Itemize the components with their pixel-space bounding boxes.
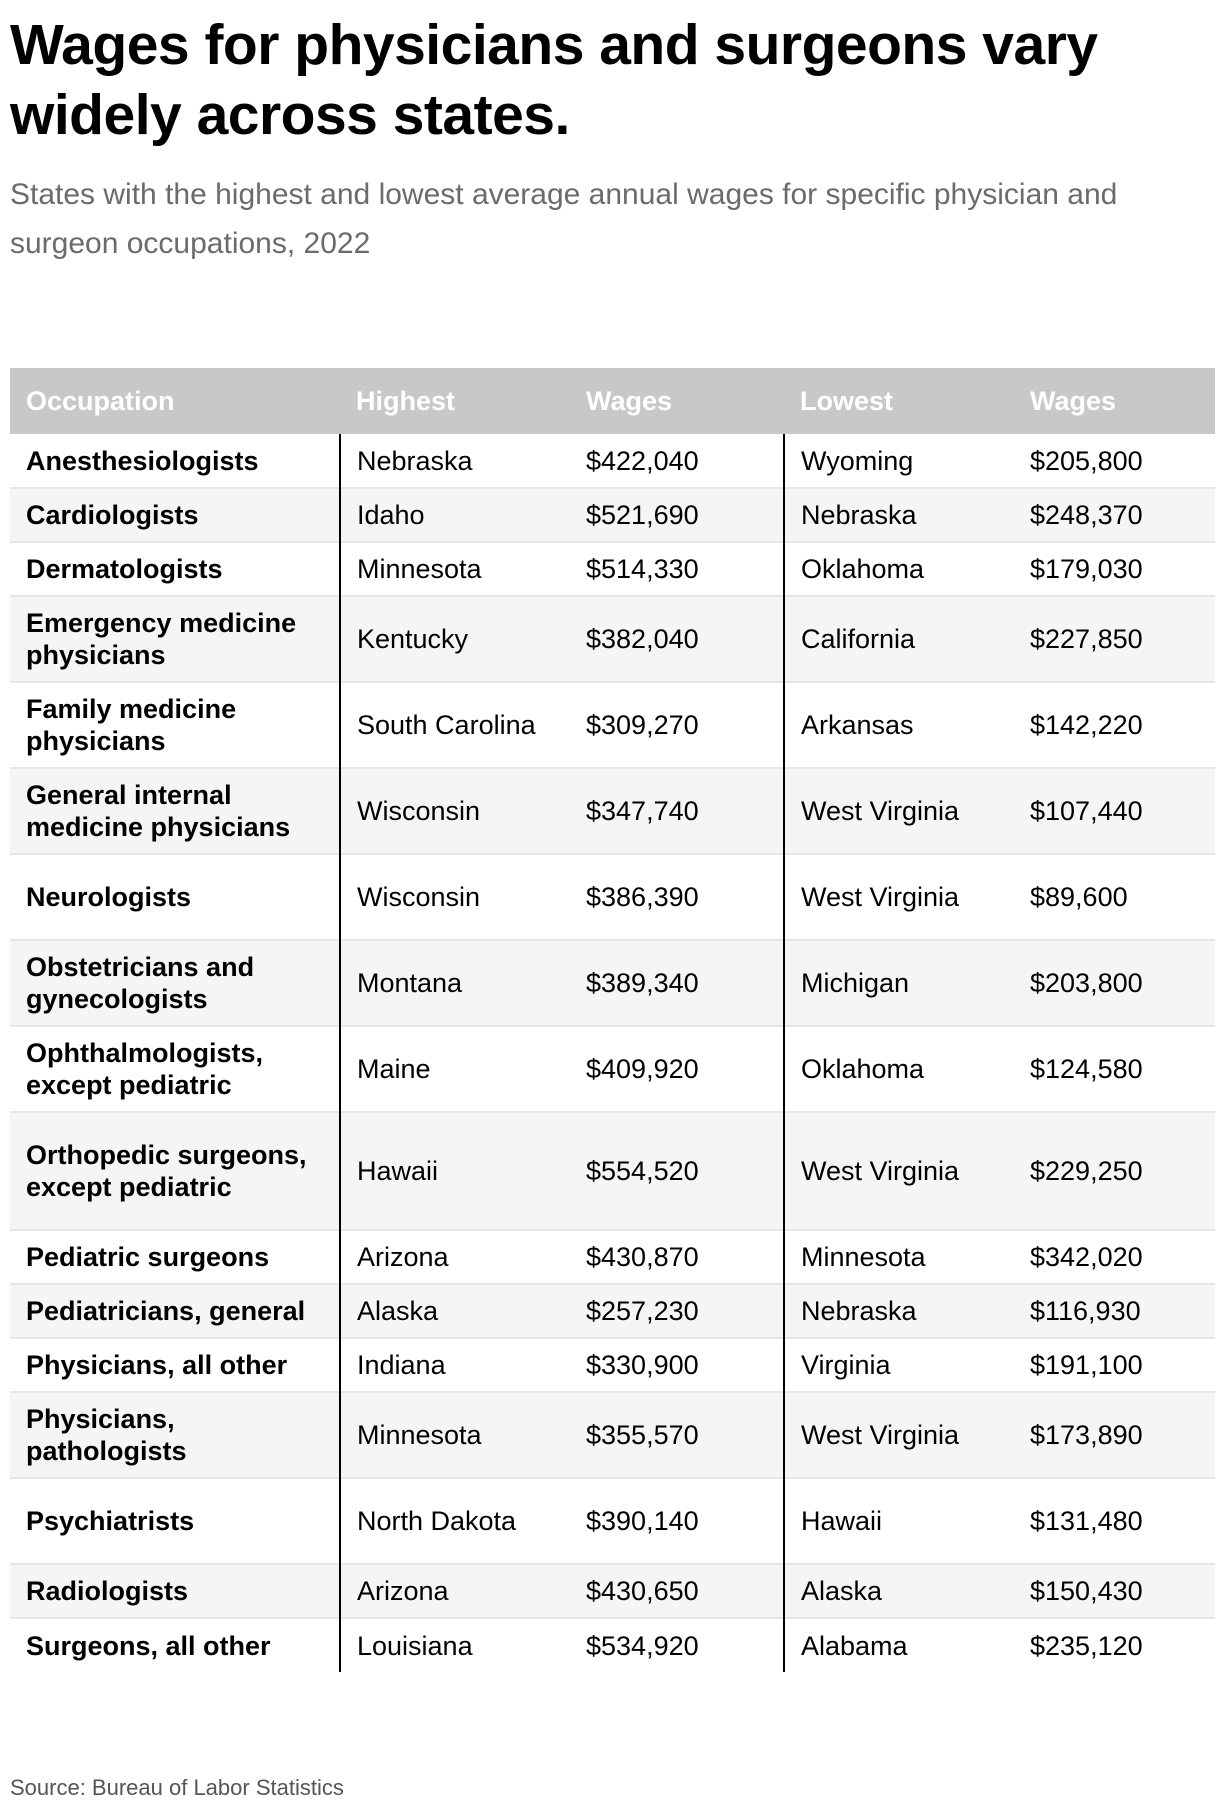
highest-state-cell: Minnesota [340,1392,570,1478]
lowest-wage-cell: $107,440 [1014,768,1215,854]
table-row [10,488,1215,542]
highest-wage-cell: $430,870 [570,1230,784,1284]
highest-state-cell: Louisiana [340,1618,570,1672]
highest-wage-cell: $521,690 [570,488,784,542]
lowest-wage-cell: $191,100 [1014,1338,1215,1392]
lowest-state-cell: Nebraska [784,1284,1014,1338]
occupation-cell: Pediatricians, general [10,1284,340,1338]
highest-wage-cell: $309,270 [570,682,784,768]
table-row [10,682,1215,768]
lowest-wage-cell: $235,120 [1014,1618,1215,1672]
occupation-cell: Physicians, pathologists [10,1392,340,1478]
lowest-state-cell: Virginia [784,1338,1014,1392]
source-note: Source: Bureau of Labor Statistics [10,1775,344,1800]
highest-wage-cell: $389,340 [570,940,784,1026]
occupation-cell: Physicians, all other [10,1338,340,1392]
highest-wage-cell: $355,570 [570,1392,784,1478]
header-highest-wages: Wages [570,368,784,434]
table-row [10,768,1215,854]
highest-wage-cell: $422,040 [570,434,784,488]
highest-state-cell: Montana [340,940,570,1026]
table-row [10,434,1215,488]
lowest-wage-cell: $150,430 [1014,1564,1215,1618]
lowest-wage-cell: $342,020 [1014,1230,1215,1284]
highest-wage-cell: $382,040 [570,596,784,682]
table-header-row [10,368,1215,434]
lowest-state-cell: Arkansas [784,682,1014,768]
lowest-state-cell: Oklahoma [784,542,1014,596]
lowest-state-cell: Alaska [784,1564,1014,1618]
highest-wage-cell: $409,920 [570,1026,784,1112]
table-row [10,596,1215,682]
table-row [10,542,1215,596]
highest-wage-cell: $257,230 [570,1284,784,1338]
lowest-wage-cell: $173,890 [1014,1392,1215,1478]
highest-wage-cell: $514,330 [570,542,784,596]
highest-state-cell: Arizona [340,1564,570,1618]
highest-wage-cell: $534,920 [570,1618,784,1672]
table-row [10,1338,1215,1392]
lowest-wage-cell: $248,370 [1014,488,1215,542]
lowest-state-cell: Minnesota [784,1230,1014,1284]
lowest-state-cell: Alabama [784,1618,1014,1672]
table-row [10,854,1215,940]
lowest-state-cell: Hawaii [784,1478,1014,1564]
header-lowest-wages: Wages [1014,368,1215,434]
header-occupation: Occupation [10,368,340,434]
lowest-wage-cell: $227,850 [1014,596,1215,682]
table-row [10,1618,1215,1672]
lowest-wage-cell: $116,930 [1014,1284,1215,1338]
highest-wage-cell: $347,740 [570,768,784,854]
lowest-state-cell: California [784,596,1014,682]
occupation-cell: Neurologists [10,854,340,940]
table-row [10,1230,1215,1284]
lowest-state-cell: Oklahoma [784,1026,1014,1112]
occupation-cell: Dermatologists [10,542,340,596]
occupation-cell: Cardiologists [10,488,340,542]
table-row [10,1026,1215,1112]
table-row [10,1112,1215,1230]
occupation-cell: Family medicine physicians [10,682,340,768]
lowest-wage-cell: $124,580 [1014,1026,1215,1112]
highest-wage-cell: $554,520 [570,1112,784,1230]
highest-state-cell: Indiana [340,1338,570,1392]
lowest-state-cell: Wyoming [784,434,1014,488]
chart-subtitle: States with the highest and lowest average annual wages for specific physician and surgeon occupations, 2022 [10,178,1118,260]
table-row [10,1564,1215,1618]
lowest-state-cell: West Virginia [784,1112,1014,1230]
highest-state-cell: Idaho [340,488,570,542]
lowest-state-cell: Michigan [784,940,1014,1026]
table-row [10,1284,1215,1338]
occupation-cell: Anesthesiologists [10,434,340,488]
lowest-wage-cell: $203,800 [1014,940,1215,1026]
highest-state-cell: Wisconsin [340,854,570,940]
occupation-cell: General internal medicine physicians [10,768,340,854]
lowest-wage-cell: $229,250 [1014,1112,1215,1230]
table-row [10,1392,1215,1478]
highest-state-cell: North Dakota [340,1478,570,1564]
highest-wage-cell: $386,390 [570,854,784,940]
occupation-cell: Ophthalmologists, except pediatric [10,1026,340,1112]
highest-state-cell: Maine [340,1026,570,1112]
lowest-state-cell: Nebraska [784,488,1014,542]
wages-table [10,368,1215,1672]
highest-state-cell: South Carolina [340,682,570,768]
table-body [10,434,1215,1672]
header-lowest: Lowest [784,368,1014,434]
highest-state-cell: Minnesota [340,542,570,596]
highest-wage-cell: $330,900 [570,1338,784,1392]
highest-wage-cell: $430,650 [570,1564,784,1618]
table-row [10,1478,1215,1564]
lowest-wage-cell: $131,480 [1014,1478,1215,1564]
occupation-cell: Radiologists [10,1564,340,1618]
lowest-wage-cell: $142,220 [1014,682,1215,768]
table-row [10,940,1215,1026]
occupation-cell: Orthopedic surgeons, except pediatric [10,1112,340,1230]
lowest-state-cell: West Virginia [784,854,1014,940]
lowest-state-cell: West Virginia [784,1392,1014,1478]
occupation-cell: Surgeons, all other [10,1618,340,1672]
occupation-cell: Psychiatrists [10,1478,340,1564]
highest-state-cell: Hawaii [340,1112,570,1230]
lowest-wage-cell: $205,800 [1014,434,1215,488]
occupation-cell: Pediatric surgeons [10,1230,340,1284]
highest-wage-cell: $390,140 [570,1478,784,1564]
highest-state-cell: Alaska [340,1284,570,1338]
occupation-cell: Obstetricians and gynecologists [10,940,340,1026]
lowest-wage-cell: $89,600 [1014,854,1215,940]
chart-title: Wages for physicians and surgeons vary widely across states. [10,13,1098,147]
occupation-cell: Emergency medicine physicians [10,596,340,682]
highest-state-cell: Kentucky [340,596,570,682]
lowest-wage-cell: $179,030 [1014,542,1215,596]
highest-state-cell: Nebraska [340,434,570,488]
highest-state-cell: Wisconsin [340,768,570,854]
lowest-state-cell: West Virginia [784,768,1014,854]
highest-state-cell: Arizona [340,1230,570,1284]
header-highest: Highest [340,368,570,434]
